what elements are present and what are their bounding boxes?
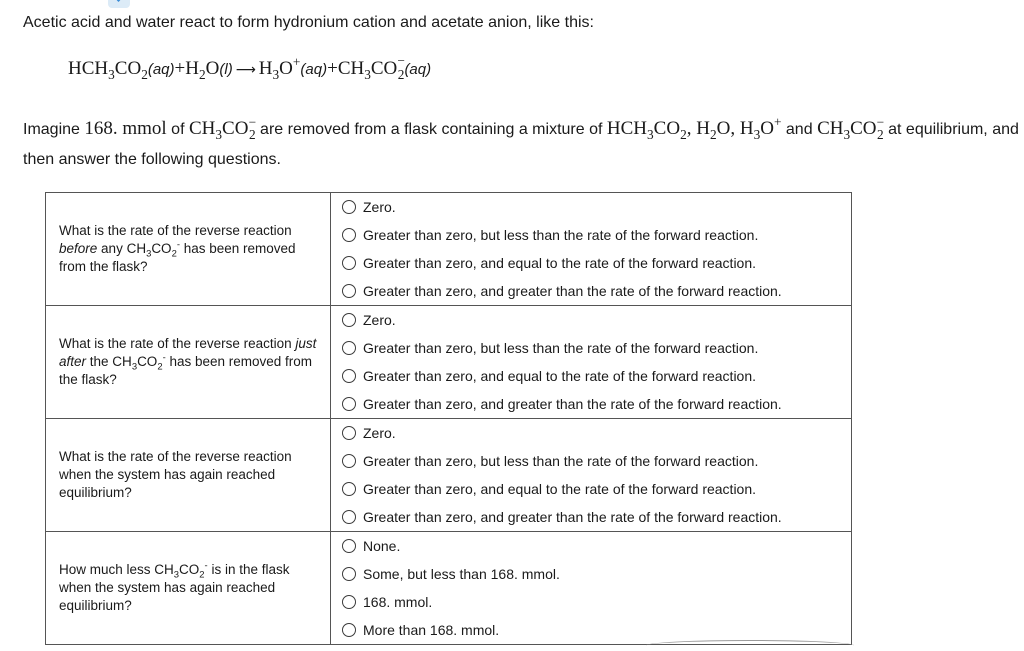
phase-l: (l) (219, 61, 233, 78)
radio-button[interactable] (342, 482, 356, 496)
scenario-text: Imagine 168. mmol of $CH_3CO^-_2$ are removed from a flask containing a mixture of $HCH_3CO_2$, $H_2O$, $H_3O^+$ and $CH_3CO^-_2$ at equilibrium, and then answer the following questions. (23, 114, 1019, 168)
radio-button[interactable] (342, 341, 356, 355)
q4-option-1[interactable]: None. (342, 532, 851, 560)
q1-option-1[interactable]: Zero. (342, 193, 851, 221)
question-row-1 (46, 193, 852, 306)
removed-amount: 168. mmol (84, 118, 167, 139)
question-1-options (331, 193, 852, 306)
phase-aq-3: (aq) (404, 61, 432, 78)
q3-option-2[interactable]: Greater than zero, but less than the rate of the forward reaction. (342, 447, 851, 475)
question-1-text: What is the rate of the reverse reaction before any $CH_3CO_2^-$ has been removed from the flask? (46, 193, 331, 306)
question-3-text: What is the rate of the reverse reaction when the system has again reached equilibrium? (46, 419, 331, 532)
question-row-3 (46, 419, 852, 532)
reactant-water: $H_2O$ (185, 58, 220, 82)
product-hydronium: $H_3O^+$ (258, 54, 301, 82)
radio-button[interactable] (342, 623, 356, 637)
q1-option-4[interactable]: Greater than zero, and greater than the rate of the forward reaction. (342, 277, 851, 305)
q3-option-3[interactable]: Greater than zero, and equal to the rate of the forward reaction. (342, 475, 851, 503)
radio-button[interactable] (342, 313, 356, 327)
radio-button[interactable] (342, 397, 356, 411)
radio-button[interactable] (342, 200, 356, 214)
question-2-text: What is the rate of the reverse reaction just after the $CH_3CO_2^-$ has been removed from the flask? (46, 306, 331, 419)
q4-option-3[interactable]: 168. mmol. (342, 588, 851, 616)
question-row-4 (46, 532, 852, 645)
chevron-down-icon[interactable] (108, 0, 130, 8)
radio-button[interactable] (342, 228, 356, 242)
radio-button[interactable] (342, 595, 356, 609)
q3-option-1[interactable]: Zero. (342, 419, 851, 447)
radio-button[interactable] (342, 454, 356, 468)
product-acetate: $CH_3CO^-_2$ (337, 52, 405, 82)
phase-aq: (aq) (147, 61, 175, 78)
question-4-options (331, 532, 852, 645)
q3-option-4[interactable]: Greater than zero, and greater than the rate of the forward reaction. (342, 503, 851, 531)
q1-option-3[interactable]: Greater than zero, and equal to the rate of the forward reaction. (342, 249, 851, 277)
phase-aq-2: (aq) (300, 61, 328, 78)
scroll-edge (646, 640, 854, 651)
reaction-arrow-icon: ⟶ (235, 62, 256, 78)
q1-option-2[interactable]: Greater than zero, but less than the rate of the forward reaction. (342, 221, 851, 249)
q2-option-1[interactable]: Zero. (342, 306, 851, 334)
radio-button[interactable] (342, 426, 356, 440)
q2-option-3[interactable]: Greater than zero, and equal to the rate of the forward reaction. (342, 362, 851, 390)
question-2-options (331, 306, 852, 419)
question-3-options (331, 419, 852, 532)
question-row-2 (46, 306, 852, 419)
radio-button[interactable] (342, 539, 356, 553)
radio-button[interactable] (342, 256, 356, 270)
reaction-equation: $HCH_3CO_2(aq)+H_2O(l)$ ⟶ $H_3O^+(aq)+CH_3CO^-_2(aq)$ (68, 52, 432, 82)
reactant-acetic-acid: $HCH_3CO_2$ (68, 58, 148, 82)
q2-option-4[interactable]: Greater than zero, and greater than the rate of the forward reaction. (342, 390, 851, 418)
intro-text: Acetic acid and water react to form hydronium cation and acetate anion, like this: (23, 14, 594, 31)
q4-option-2[interactable]: Some, but less than 168. mmol. (342, 560, 851, 588)
radio-button[interactable] (342, 510, 356, 524)
q4-option-4[interactable]: More than 168. mmol. (342, 616, 851, 644)
question-4-text: How much less $CH_3CO_2^-$ is in the flask when the system has again reached equilibrium? (46, 532, 331, 645)
q2-option-2[interactable]: Greater than zero, but less than the rate of the forward reaction. (342, 334, 851, 362)
questions-table (45, 192, 852, 645)
radio-button[interactable] (342, 284, 356, 298)
radio-button[interactable] (342, 567, 356, 581)
radio-button[interactable] (342, 369, 356, 383)
